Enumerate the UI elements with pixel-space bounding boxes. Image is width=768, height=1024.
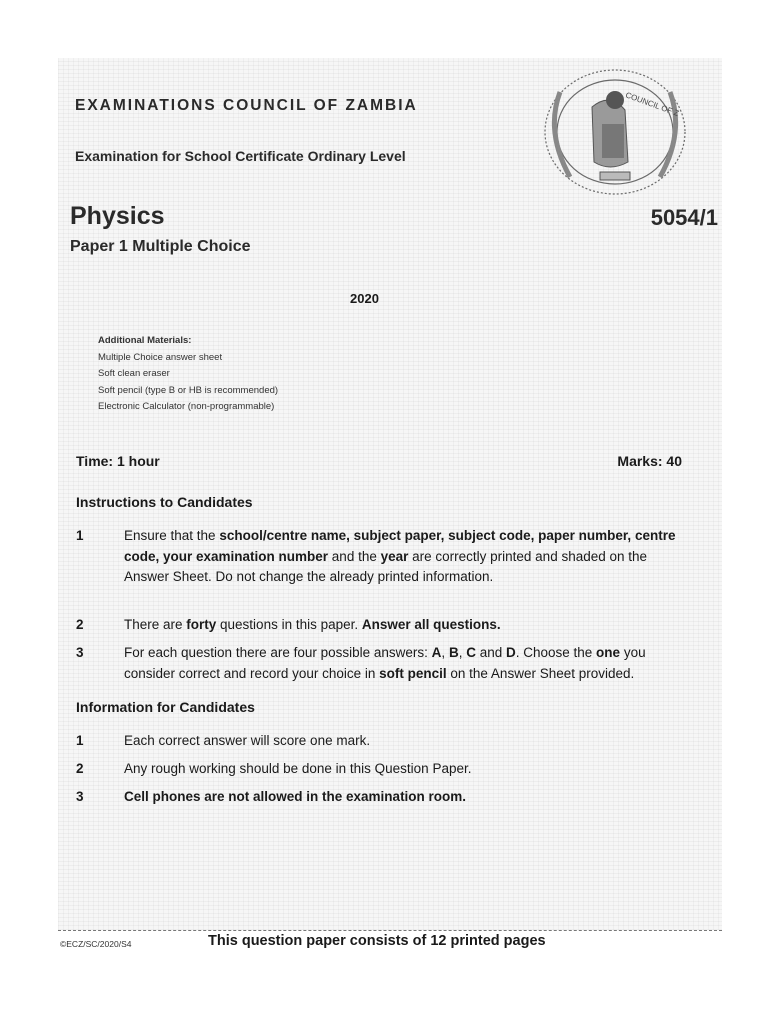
instruction-number: 3 <box>76 645 84 660</box>
instruction-number: 1 <box>76 528 84 543</box>
page-count-note: This question paper consists of 12 printed pages <box>208 933 546 949</box>
instruction-text: There are forty questions in this paper. Answer all questions. <box>124 617 501 632</box>
information-number: 3 <box>76 789 84 804</box>
materials-item: Soft pencil (type B or HB is recommended) <box>98 384 279 396</box>
materials-heading: Additional Materials: <box>98 335 192 346</box>
paper-title: Paper 1 Multiple Choice <box>70 238 251 255</box>
information-text: Cell phones are not allowed in the examination room. <box>124 789 467 804</box>
exam-level: Examination for School Certificate Ordinary Level <box>75 148 406 164</box>
council-name: EXAMINATIONS COUNCIL OF ZAMBIA <box>75 97 418 114</box>
information-heading: Information for Candidates <box>76 699 255 715</box>
exam-year: 2020 <box>350 291 379 306</box>
total-marks: Marks: 40 <box>617 453 682 469</box>
information-number: 1 <box>76 733 84 748</box>
materials-item: Soft clean eraser <box>98 368 170 379</box>
information-text: Any rough working should be done in this Question Paper. <box>124 761 472 776</box>
materials-item: Multiple Choice answer sheet <box>98 351 223 363</box>
instruction-number: 2 <box>76 617 84 632</box>
additional-materials <box>98 333 278 416</box>
footer-divider <box>58 930 722 931</box>
instruction-text: Ensure that the school/centre name, subject paper, subject code, paper number, centre code, your examination number and the year are correctly printed and shaded on the Answer Sheet. Do not change the already printed information. <box>124 528 676 584</box>
council-seal-logo <box>530 62 700 202</box>
time-allowed: Time: 1 hour <box>76 453 160 469</box>
information-text: Each correct answer will score one mark. <box>124 733 371 748</box>
seal-text: COUNCIL OF Z <box>624 90 681 119</box>
information-number: 2 <box>76 761 84 776</box>
materials-item: Electronic Calculator (non-programmable) <box>98 401 275 412</box>
instructions-heading: Instructions to Candidates <box>76 494 253 510</box>
copyright-code: ©ECZ/SC/2020/S4 <box>60 939 132 949</box>
subject-title: Physics <box>70 202 165 230</box>
instruction-text: For each question there are four possible answers: A, B, C and D. Choose the one you consider correct and record your choice in soft pencil on the Answer Sheet provided. <box>124 645 646 681</box>
paper-code: 5054/1 <box>650 205 718 230</box>
